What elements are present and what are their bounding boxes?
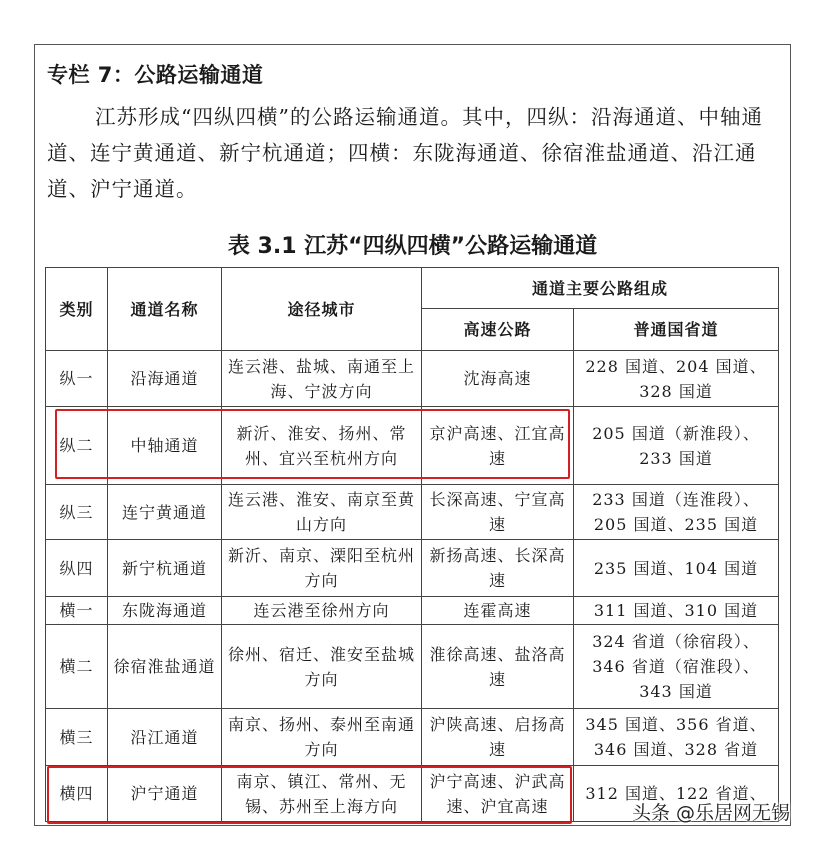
- cell-national-provincial: 312 国道、122 省道、: [574, 766, 779, 822]
- cell-name: 连宁黄通道: [108, 485, 222, 540]
- cell-expressway: 新扬高速、长深高速: [422, 540, 574, 597]
- cell-route: 新沂、淮安、扬州、常州、宜兴至杭州方向: [222, 407, 422, 485]
- watermark: 头条 @乐居网无锡: [632, 802, 791, 824]
- cell-expressway: 淮徐高速、盐洛高速: [422, 625, 574, 709]
- table-row: [46, 485, 779, 540]
- cell-name: 新宁杭通道: [108, 540, 222, 597]
- cell-name: 沪宁通道: [108, 766, 222, 822]
- corridor-table: [45, 267, 779, 822]
- highlight-box-zonger: [55, 409, 570, 479]
- cell-national-provincial: 205 国道（新淮段）、233 国道: [574, 407, 779, 485]
- highlight-box-hengsi: [47, 766, 572, 824]
- cell-route: 连云港、淮安、南京至黄山方向: [222, 485, 422, 540]
- cell-route: 新沂、南京、溧阳至杭州方向: [222, 540, 422, 597]
- cell-route: 连云港至徐州方向: [222, 597, 422, 625]
- cell-national-provincial: 235 国道、104 国道: [574, 540, 779, 597]
- header-category: 类别: [46, 268, 108, 351]
- header-route: 途径城市: [222, 268, 422, 351]
- cell-expressway: 长深高速、宁宣高速: [422, 485, 574, 540]
- header-composition: 通道主要公路组成: [422, 268, 779, 309]
- cell-expressway: 沈海高速: [422, 351, 574, 407]
- cell-national-provincial: 311 国道、310 国道: [574, 597, 779, 625]
- cell-national-provincial: 345 国道、356 省道、346 国道、328 省道: [574, 709, 779, 766]
- header-name: 通道名称: [108, 268, 222, 351]
- cell-category: 横四: [46, 766, 108, 822]
- cell-expressway: 沪宁高速、沪武高速、沪宜高速: [422, 766, 574, 822]
- cell-name: 沿江通道: [108, 709, 222, 766]
- cell-category: 纵二: [46, 407, 108, 485]
- cell-route: 南京、镇江、常州、无锡、苏州至上海方向: [222, 766, 422, 822]
- table-row: [46, 540, 779, 597]
- cell-category: 横二: [46, 625, 108, 709]
- cell-category: 横一: [46, 597, 108, 625]
- header-expressway: 高速公路: [422, 309, 574, 351]
- column-title: 专栏 7：公路运输通道: [47, 63, 264, 87]
- cell-category: 纵一: [46, 351, 108, 407]
- cell-category: 纵三: [46, 485, 108, 540]
- header-national-provincial: 普通国省道: [574, 309, 779, 351]
- cell-route: 南京、扬州、泰州至南通方向: [222, 709, 422, 766]
- cell-national-provincial: 228 国道、204 国道、328 国道: [574, 351, 779, 407]
- table-caption: 表 3.1 江苏“四纵四横”公路运输通道: [227, 234, 598, 259]
- intro-paragraph: 江苏形成“四纵四横”的公路运输通道。其中，四纵：沿海通道、中轴通道、连宁黄通道、新宁杭通道；四横：东陇海通道、徐宿淮盐通道、沿江通道、沪宁通道。: [47, 105, 763, 201]
- table-row: [46, 597, 779, 625]
- cell-category: 纵四: [46, 540, 108, 597]
- cell-route: 徐州、宿迁、淮安至盐城方向: [222, 625, 422, 709]
- cell-expressway: 沪陕高速、启扬高速: [422, 709, 574, 766]
- cell-expressway: 连霍高速: [422, 597, 574, 625]
- cell-category: 横三: [46, 709, 108, 766]
- cell-expressway: 京沪高速、江宜高速: [422, 407, 574, 485]
- cell-name: 沿海通道: [108, 351, 222, 407]
- cell-route: 连云港、盐城、南通至上海、宁波方向: [222, 351, 422, 407]
- table-row: [46, 351, 779, 407]
- cell-name: 中轴通道: [108, 407, 222, 485]
- table-row: [46, 709, 779, 766]
- cell-name: 徐宿淮盐通道: [108, 625, 222, 709]
- cell-national-provincial: 324 省道（徐宿段）、346 省道（宿淮段）、343 国道: [574, 625, 779, 709]
- table-row: [46, 625, 779, 709]
- cell-national-provincial: 233 国道（连淮段）、205 国道、235 国道: [574, 485, 779, 540]
- cell-name: 东陇海通道: [108, 597, 222, 625]
